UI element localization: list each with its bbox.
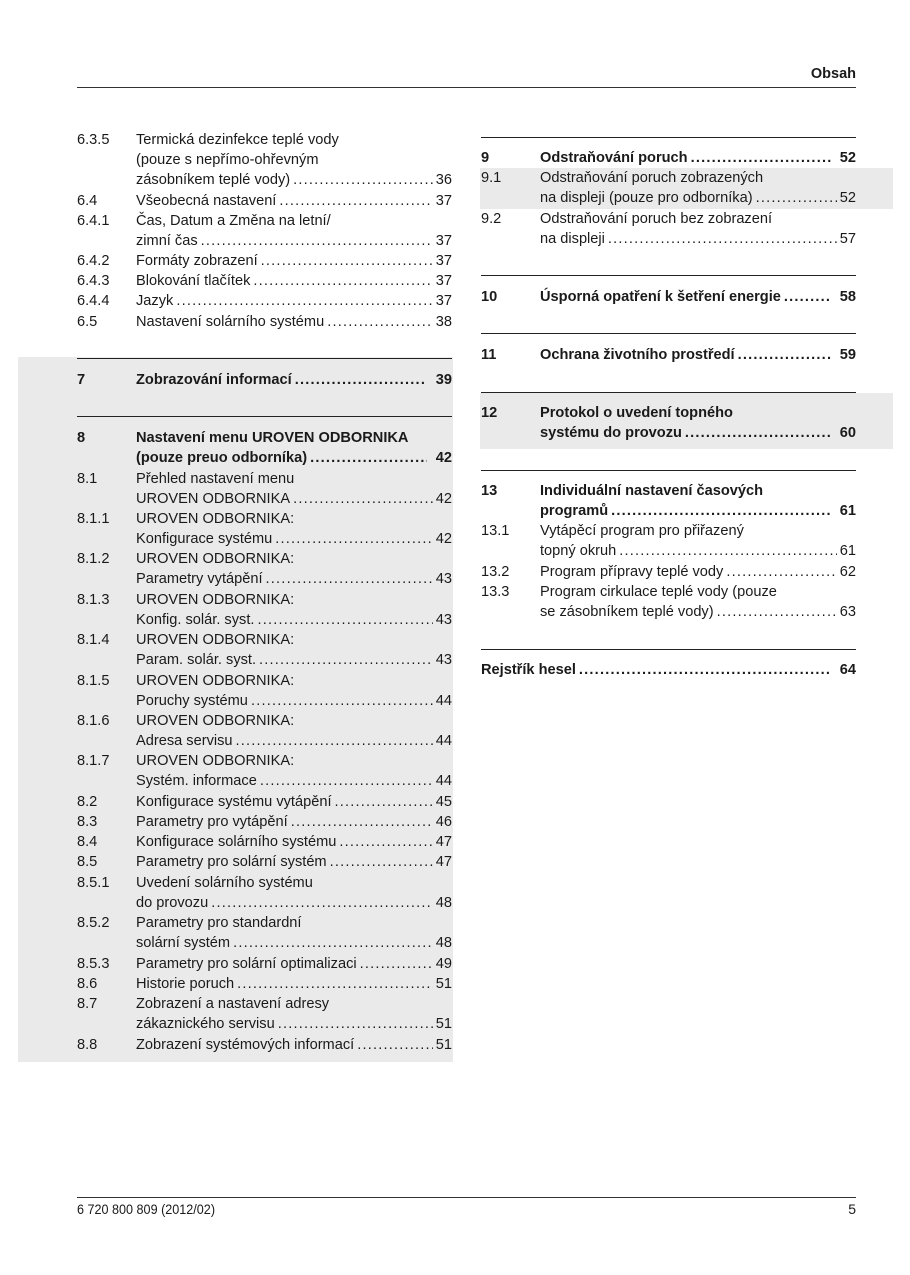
toc-entry[interactable] xyxy=(77,370,452,390)
toc-entry-title: Přehled nastavení menu xyxy=(136,471,295,487)
toc-page-number[interactable]: 43 xyxy=(435,571,452,588)
toc-entry-title: Ochrana životního prostředí xyxy=(540,347,735,363)
dot-leader xyxy=(579,660,831,680)
dot-leader xyxy=(233,933,433,953)
toc-page-number[interactable]: 44 xyxy=(435,733,452,750)
toc-page-number[interactable]: 39 xyxy=(435,372,452,388)
toc-entry[interactable] xyxy=(481,168,856,208)
toc-entry-number: 9.1 xyxy=(481,170,502,186)
toc-page-number[interactable]: 61 xyxy=(839,543,856,560)
toc-entry-title: programů xyxy=(540,503,609,520)
toc-page-number[interactable]: 64 xyxy=(839,662,856,678)
toc-page-number[interactable]: 42 xyxy=(435,531,452,548)
toc-entry-title: zákaznického servisu xyxy=(136,1016,275,1033)
toc-entry-number: 6.4.1 xyxy=(77,213,110,229)
dot-leader xyxy=(293,489,433,509)
toc-entry-number: 8.5.2 xyxy=(77,915,110,931)
toc-entry-number: 6.4 xyxy=(77,193,98,209)
toc-entry-title: Úsporná opatření k šetření energie xyxy=(540,289,781,305)
toc-entry[interactable] xyxy=(77,812,452,832)
toc-entry[interactable] xyxy=(77,312,452,332)
toc-entry[interactable] xyxy=(481,287,856,307)
dot-leader xyxy=(293,170,433,190)
toc-entry-number: 9 xyxy=(481,150,490,166)
toc-entry[interactable] xyxy=(77,832,452,852)
toc-entry-title: Všeobecná nastavení xyxy=(136,193,277,209)
toc-entry-title: Parametry pro solární optimalizaci xyxy=(136,956,357,972)
toc-entry[interactable] xyxy=(77,974,452,994)
toc-entry-title: (pouze preuo odborníka) xyxy=(136,450,308,467)
dot-leader xyxy=(176,291,432,311)
dot-leader xyxy=(357,1035,433,1055)
dot-leader xyxy=(685,423,831,443)
dot-leader xyxy=(236,731,433,751)
toc-entry-title: Adresa servisu xyxy=(136,733,233,750)
toc-page-number[interactable]: 43 xyxy=(435,652,452,669)
toc-entry[interactable] xyxy=(77,630,452,670)
toc-page-number[interactable]: 60 xyxy=(839,425,856,442)
dot-leader xyxy=(327,312,433,332)
toc-entry[interactable] xyxy=(77,469,452,509)
toc-entry-number: 6.4.2 xyxy=(77,253,110,269)
dot-leader xyxy=(339,832,432,852)
toc-page-number[interactable]: 62 xyxy=(839,564,856,580)
toc-entry[interactable] xyxy=(77,873,452,913)
toc-entry-number: 13.1 xyxy=(481,523,510,539)
toc-entry[interactable] xyxy=(77,852,452,872)
toc-entry[interactable] xyxy=(481,660,856,680)
chapter-divider xyxy=(481,649,856,650)
toc-entry[interactable] xyxy=(77,130,452,191)
toc-entry[interactable] xyxy=(77,792,452,812)
toc-entry-title: Systém. informace xyxy=(136,773,257,790)
dot-leader xyxy=(266,569,433,589)
dot-leader xyxy=(756,188,837,208)
toc-entry[interactable] xyxy=(481,148,856,168)
toc-entry-number: 13.2 xyxy=(481,564,510,580)
toc-entry-title: Čas, Datum a Změna na letní/ xyxy=(136,213,331,229)
toc-entry[interactable] xyxy=(481,521,856,561)
toc-page-number[interactable]: 42 xyxy=(435,450,452,467)
toc-entry-title: Program přípravy teplé vody xyxy=(540,564,724,580)
toc-entry-title: UROVEN ODBORNIKA: xyxy=(136,673,295,689)
toc-entry[interactable] xyxy=(77,549,452,589)
toc-entry-title: Odstraňování poruch zobrazených xyxy=(540,170,764,186)
toc-entry[interactable] xyxy=(77,251,452,271)
toc-entry-title: Konfigurace systému xyxy=(136,531,273,548)
dot-leader xyxy=(237,974,433,994)
dot-leader xyxy=(295,370,427,390)
toc-entry-title: Zobrazování informací xyxy=(136,372,292,388)
toc-page-number[interactable]: 57 xyxy=(839,231,856,248)
toc-entry-number: 7 xyxy=(77,372,86,388)
toc-entry-title: Formáty zobrazení xyxy=(136,253,258,269)
toc-page-number[interactable]: 38 xyxy=(435,314,452,330)
toc-entry[interactable] xyxy=(481,209,856,249)
dot-leader xyxy=(726,562,836,582)
toc-entry-title: Program cirkulace teplé vody (pouze xyxy=(540,584,777,600)
dot-leader xyxy=(611,501,831,521)
dot-leader xyxy=(310,448,427,468)
dot-leader xyxy=(259,650,433,670)
toc-entry-number: 8.1 xyxy=(77,471,98,487)
toc-entry-number: 8.4 xyxy=(77,834,98,850)
toc-page-number[interactable]: 51 xyxy=(435,1037,452,1053)
toc-page-number[interactable]: 59 xyxy=(839,347,856,363)
chapter-divider xyxy=(481,275,856,276)
toc-entry-title: Parametry pro standardní xyxy=(136,915,302,931)
toc-entry-number: 8.5.3 xyxy=(77,956,110,972)
toc-entry[interactable] xyxy=(77,1035,452,1055)
toc-entry-title: UROVEN ODBORNIKA: xyxy=(136,713,295,729)
toc-entry-title: Nastavení menu UROVEN ODBORNIKA xyxy=(136,430,409,446)
dot-leader xyxy=(330,852,433,872)
dot-leader xyxy=(201,231,433,251)
toc-entry-title: zimní čas xyxy=(136,233,198,250)
toc-entry-title: UROVEN ODBORNIKA: xyxy=(136,753,295,769)
toc-entry-title: Konfigurace solárního systému xyxy=(136,834,337,850)
toc-entry-title: Uvedení solárního systému xyxy=(136,875,313,891)
toc-entry-number: 8.1.6 xyxy=(77,713,110,729)
dot-leader xyxy=(291,812,433,832)
toc-entry[interactable] xyxy=(77,271,452,291)
toc-entry-number: 8.1.4 xyxy=(77,632,110,648)
toc-entry-title: topný okruh xyxy=(540,543,617,560)
toc-entry-number: 10 xyxy=(481,289,498,305)
toc-entry-number: 9.2 xyxy=(481,211,502,227)
toc-entry[interactable] xyxy=(77,428,452,468)
toc-entry-title: (pouze s nepřímo-ohřevným xyxy=(136,152,319,169)
toc-entry-title: Protokol o uvedení topného xyxy=(540,405,733,421)
toc-entry-title: Param. solár. syst. xyxy=(136,652,257,669)
toc-entry-title: UROVEN ODBORNIKA xyxy=(136,491,291,508)
dot-leader xyxy=(608,229,837,249)
dot-leader xyxy=(335,792,433,812)
toc-page-number[interactable]: 51 xyxy=(435,1016,452,1033)
toc-entry[interactable] xyxy=(481,562,856,582)
toc-entry-title: se zásobníkem teplé vody) xyxy=(540,604,714,621)
chapter-divider xyxy=(77,358,452,359)
toc-page-number[interactable]: 51 xyxy=(435,976,452,992)
toc-entry[interactable] xyxy=(77,211,452,251)
toc-entry[interactable] xyxy=(481,582,856,622)
toc-entry-title: UROVEN ODBORNIKA: xyxy=(136,551,295,567)
toc-entry-title: Historie poruch xyxy=(136,976,235,992)
dot-leader xyxy=(691,148,831,168)
chapter-divider xyxy=(481,333,856,334)
toc-entry-number: 8.1.1 xyxy=(77,511,110,527)
toc-page-number[interactable]: 47 xyxy=(435,834,452,850)
toc-page-number[interactable]: 44 xyxy=(435,693,452,710)
toc-entry-number: 6.3.5 xyxy=(77,132,110,148)
dot-leader xyxy=(784,287,831,307)
dot-leader xyxy=(251,691,433,711)
toc-entry-title: Termická dezinfekce teplé vody xyxy=(136,132,339,148)
toc-entry-title: UROVEN ODBORNIKA: xyxy=(136,592,295,608)
toc-page-number[interactable]: 37 xyxy=(435,233,452,250)
toc-entry-number: 6.4.3 xyxy=(77,273,110,289)
toc-entry[interactable] xyxy=(77,590,452,630)
toc-entry-number: 8.1.3 xyxy=(77,592,110,608)
toc-entry[interactable] xyxy=(481,481,856,521)
toc-entry-number: 12 xyxy=(481,405,498,421)
toc-page-number[interactable]: 63 xyxy=(839,604,856,621)
header-divider xyxy=(77,87,856,88)
toc-entry-title: Konfig. solár. syst. xyxy=(136,612,255,629)
dot-leader xyxy=(717,602,837,622)
toc-entry-title: Poruchy systému xyxy=(136,693,248,710)
toc-entry-title: Individuální nastavení časových xyxy=(540,483,764,499)
section-title: Obsah xyxy=(810,66,856,82)
toc-page-number[interactable]: 44 xyxy=(435,773,452,790)
toc-entry[interactable] xyxy=(77,291,452,311)
toc-page-number[interactable]: 37 xyxy=(435,253,452,269)
toc-page-number[interactable]: 48 xyxy=(435,895,452,912)
dot-leader xyxy=(253,271,432,291)
toc-page-number[interactable]: 47 xyxy=(435,854,452,870)
toc-entry-title: Parametry vytápění xyxy=(136,571,263,588)
toc-page-number[interactable]: 37 xyxy=(435,273,452,289)
toc-entry-title: Odstraňování poruch xyxy=(540,150,688,166)
toc-page-number[interactable]: 46 xyxy=(435,814,452,830)
toc-page-number[interactable]: 43 xyxy=(435,612,452,629)
toc-entry-number: 8.1.5 xyxy=(77,673,110,689)
toc-entry[interactable] xyxy=(77,191,452,211)
toc-entry-title: Jazyk xyxy=(136,293,174,309)
toc-entry-title: Rejstřík hesel xyxy=(481,662,576,678)
toc-entry-number: 8.6 xyxy=(77,976,98,992)
chapter-divider xyxy=(481,137,856,138)
toc-entry-number: 11 xyxy=(481,347,497,363)
toc-entry-title: zásobníkem teplé vody) xyxy=(136,172,291,189)
toc-page-number[interactable]: 45 xyxy=(435,794,452,810)
dot-leader xyxy=(278,1014,433,1034)
toc-entry[interactable] xyxy=(77,913,452,953)
dot-leader xyxy=(260,771,433,791)
toc-entry-number: 8.2 xyxy=(77,794,98,810)
toc-entry-title: na displeji (pouze pro odborníka) xyxy=(540,190,753,207)
toc-entry-title: Konfigurace systému vytápění xyxy=(136,794,332,810)
dot-leader xyxy=(211,893,433,913)
toc-page-number[interactable]: 52 xyxy=(839,150,856,166)
toc-entry-title: solární systém xyxy=(136,935,231,952)
toc-entry-title: Vytápěcí program pro přiřazený xyxy=(540,523,744,539)
toc-entry-number: 8 xyxy=(77,430,86,446)
toc-entry-title: UROVEN ODBORNIKA: xyxy=(136,511,295,527)
toc-entry-title: Parametry pro vytápění xyxy=(136,814,288,830)
dot-leader xyxy=(738,345,831,365)
chapter-divider xyxy=(481,392,856,393)
toc-page-number[interactable]: 48 xyxy=(435,935,452,952)
toc-entry-title: na displeji xyxy=(540,231,605,248)
toc-page-number[interactable]: 49 xyxy=(435,956,452,972)
toc-entry-number: 8.7 xyxy=(77,996,98,1012)
toc-entry-number: 6.5 xyxy=(77,314,98,330)
toc-entry-number: 8.5 xyxy=(77,854,98,870)
toc-entry-number: 13 xyxy=(481,483,498,499)
toc-page-number[interactable]: 42 xyxy=(435,491,452,508)
toc-entry-number: 8.1.7 xyxy=(77,753,110,769)
dot-leader xyxy=(275,529,432,549)
toc-page-number[interactable]: 58 xyxy=(839,289,856,305)
toc-page-number[interactable]: 36 xyxy=(435,172,452,189)
toc-entry-number: 6.4.4 xyxy=(77,293,110,309)
toc-page-number[interactable]: 52 xyxy=(839,190,856,207)
toc-entry-title: Odstraňování poruch bez zobrazení xyxy=(540,211,773,227)
toc-entry[interactable] xyxy=(77,509,452,549)
dot-leader xyxy=(279,191,432,211)
toc-entry-title: Zobrazení systémových informací xyxy=(136,1037,355,1053)
dot-leader xyxy=(261,251,433,271)
toc-entry-number: 8.8 xyxy=(77,1037,98,1053)
chapter-divider xyxy=(77,416,452,417)
toc-entry[interactable] xyxy=(481,403,856,443)
toc-entry-title: do provozu xyxy=(136,895,209,912)
toc-entry-title: systému do provozu xyxy=(540,425,682,442)
toc-entry[interactable] xyxy=(481,345,856,365)
dot-leader xyxy=(360,954,433,974)
toc-page-number[interactable]: 37 xyxy=(435,193,452,209)
toc-entry-number: 8.3 xyxy=(77,814,98,830)
toc-entry[interactable] xyxy=(77,751,452,791)
toc-entry-title: Nastavení solárního systému xyxy=(136,314,325,330)
toc-entry-title: Parametry pro solární systém xyxy=(136,854,327,870)
toc-entry-title: Blokování tlačítek xyxy=(136,273,251,289)
toc-entry[interactable] xyxy=(77,954,452,974)
toc-entry-number: 13.3 xyxy=(481,584,510,600)
dot-leader xyxy=(619,541,837,561)
toc-entry[interactable] xyxy=(77,994,452,1034)
toc-entry[interactable] xyxy=(77,671,452,711)
toc-entry-number: 8.1.2 xyxy=(77,551,110,567)
toc-entry-title: Zobrazení a nastavení adresy xyxy=(136,996,330,1012)
footer-divider xyxy=(77,1197,856,1198)
toc-entry-title: UROVEN ODBORNIKA: xyxy=(136,632,295,648)
toc-entry-number: 8.5.1 xyxy=(77,875,110,891)
chapter-divider xyxy=(481,470,856,471)
document-number: 6 720 800 809 (2012/02) xyxy=(77,1201,216,1217)
toc-entry[interactable] xyxy=(77,711,452,751)
page-number: 5 xyxy=(848,1201,856,1217)
toc-page-number[interactable]: 61 xyxy=(839,503,856,520)
toc-page-number[interactable]: 37 xyxy=(435,293,452,309)
dot-leader xyxy=(257,610,432,630)
